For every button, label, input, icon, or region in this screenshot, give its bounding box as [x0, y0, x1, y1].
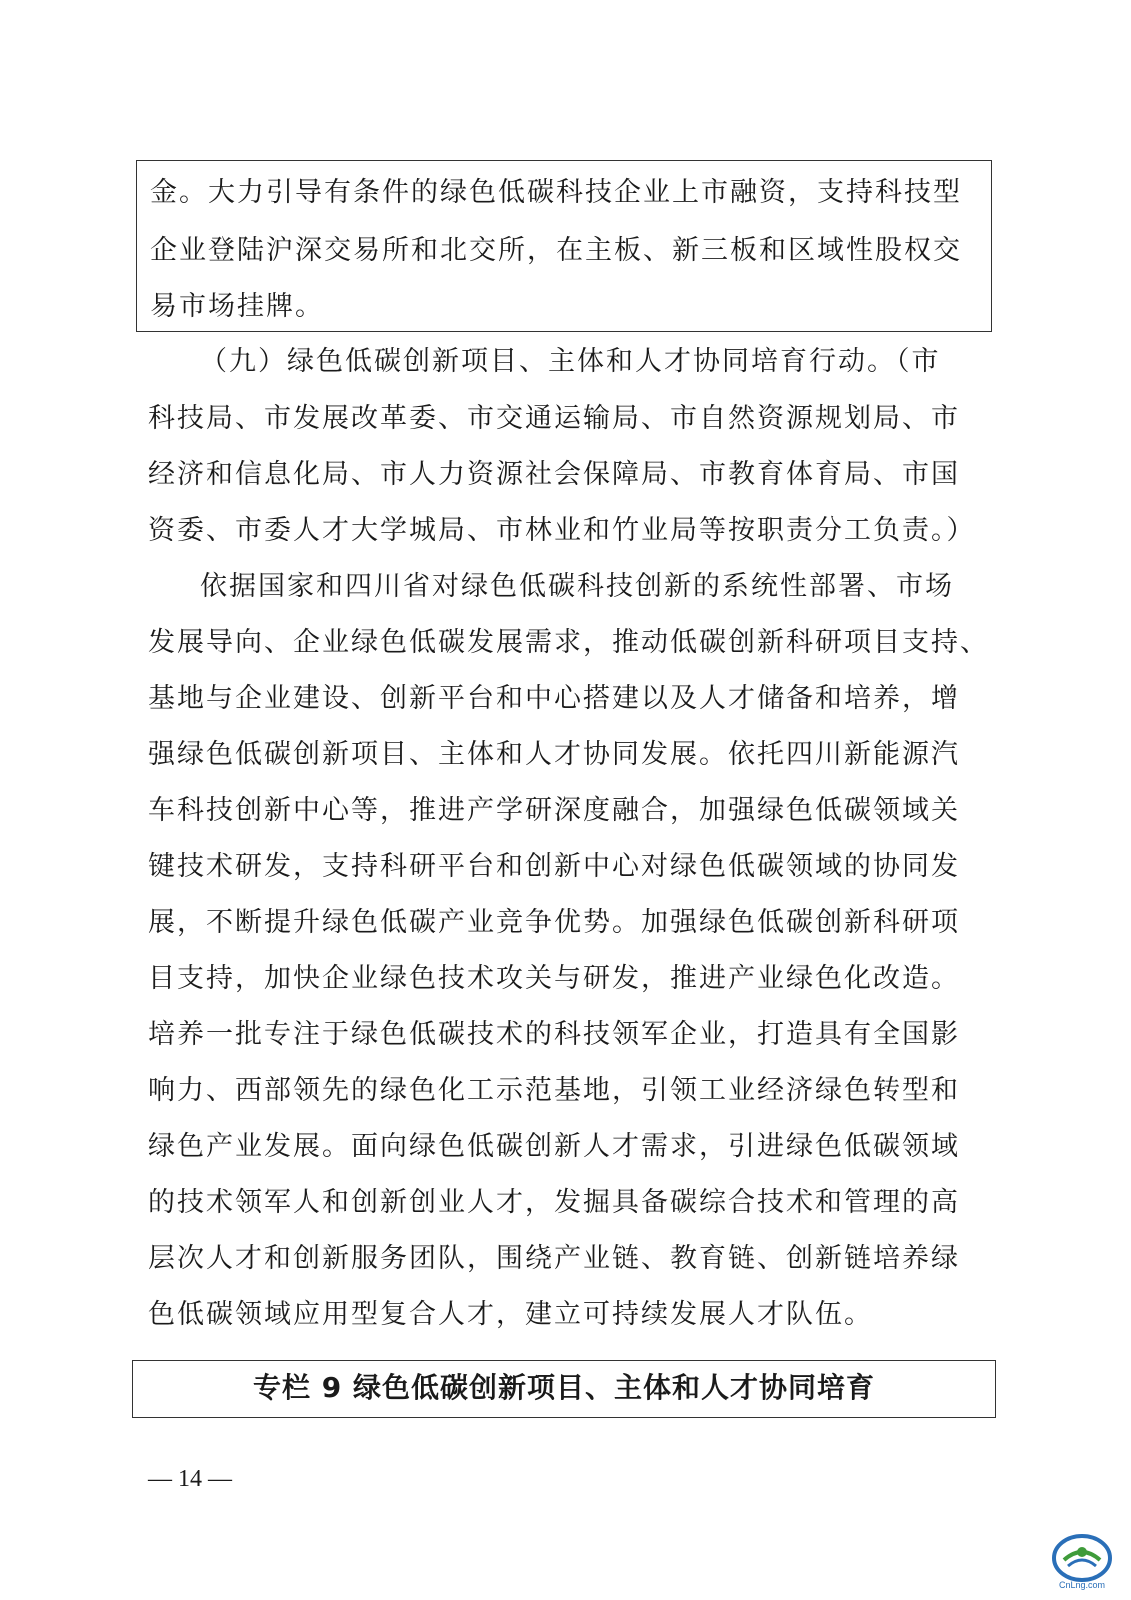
- body-line-8: 目支持，加快企业绿色技术攻关与研发，推进产业绿色化改造。: [148, 963, 960, 994]
- body-line-9: 培养一批专注于绿色低碳技术的科技领军企业，打造具有全国影: [148, 1019, 960, 1050]
- box-top-line-2: 企业登陆沪深交易所和北交所，在主板、新三板和区域性股权交: [150, 235, 962, 266]
- body-line-3: 基地与企业建设、创新平台和中心搭建以及人才储备和培养，增: [148, 683, 960, 714]
- section-heading: （九）绿色低碳创新项目、主体和人才协同培育行动。（市: [200, 346, 941, 377]
- section-line-4: 资委、市委人才大学城局、市林业和竹业局等按职责分工负责。）: [148, 515, 976, 546]
- body-line-2: 发展导向、企业绿色低碳发展需求，推动低碳创新科研项目支持、: [148, 627, 989, 658]
- body-line-4: 强绿色低碳创新项目、主体和人才协同发展。依托四川新能源汽: [148, 739, 960, 770]
- logo-text: CnLng.com: [1058, 1580, 1106, 1590]
- body-line-11: 绿色产业发展。面向绿色低碳创新人才需求，引进绿色低碳领域: [148, 1131, 960, 1162]
- box-top-line-3: 易市场挂牌。: [150, 291, 324, 322]
- body-line-12: 的技术领军人和创新创业人才，发掘具备碳综合技术和管理的高: [148, 1187, 960, 1218]
- box-top-line-1: 金。大力引导有条件的绿色低碳科技企业上市融资，支持科技型: [150, 177, 962, 208]
- body-line-13: 层次人才和创新服务团队，围绕产业链、教育链、创新链培养绿: [148, 1243, 960, 1274]
- column-title: 专栏 9 绿色低碳创新项目、主体和人才协同培育: [253, 1371, 875, 1404]
- body-line-6: 键技术研发，支持科研平台和创新中心对绿色低碳领域的协同发: [148, 851, 960, 882]
- section-line-2: 科技局、市发展改革委、市交通运输局、市自然资源规划局、市: [148, 403, 960, 434]
- body-line-14: 色低碳领域应用型复合人才，建立可持续发展人才队伍。: [148, 1299, 873, 1330]
- page-number: — 14 —: [148, 1466, 232, 1492]
- body-line-7: 展，不断提升绿色低碳产业竞争优势。加强绿色低碳创新科研项: [148, 907, 960, 938]
- body-line-10: 响力、西部领先的绿色化工示范基地，引领工业经济绿色转型和: [148, 1075, 960, 1106]
- site-logo-icon: [1050, 1530, 1114, 1592]
- body-line-5: 车科技创新中心等，推进产学研深度融合，加强绿色低碳领域关: [148, 795, 960, 826]
- section-line-3: 经济和信息化局、市人力资源社会保障局、市教育体育局、市国: [148, 459, 960, 490]
- body-line-1: 依据国家和四川省对绿色低碳科技创新的系统性部署、市场: [200, 571, 954, 602]
